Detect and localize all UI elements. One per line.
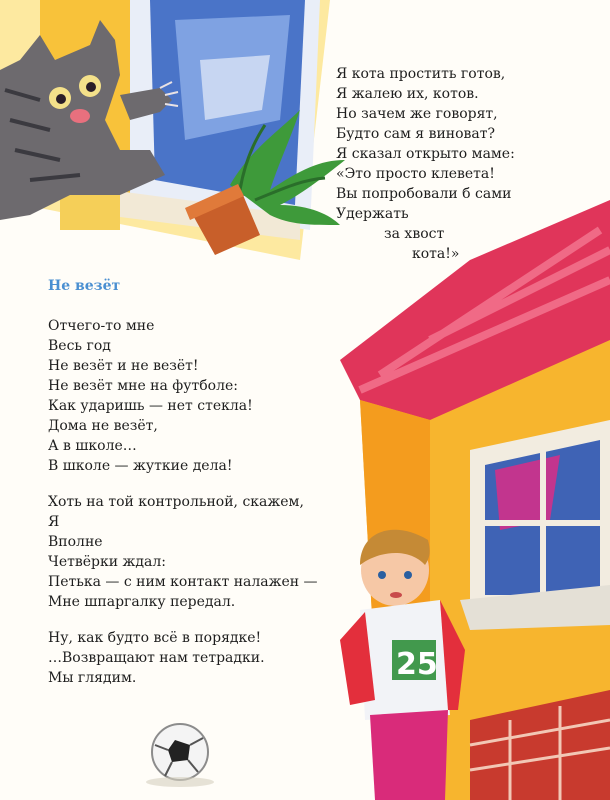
poem-line: Я	[48, 514, 60, 530]
poem-line: Ну, как будто всё в порядке!	[48, 630, 262, 646]
soccer-ball-illustration	[146, 724, 214, 787]
poem-line: Весь год	[48, 338, 111, 354]
poem-line: Не везёт и не везёт!	[48, 358, 199, 374]
poem-line: Хоть на той контрольной, скажем,	[48, 494, 304, 510]
poem-line: за хвост	[384, 226, 445, 242]
poem-line: Будто сам я виноват?	[336, 126, 496, 142]
poem-line: Мне шпаргалку передал.	[48, 594, 236, 610]
poem-line: Мы глядим.	[48, 670, 137, 686]
poem-main	[48, 316, 318, 688]
jersey-number: 25	[396, 647, 438, 682]
poem-line: Я кота простить готов,	[336, 66, 506, 82]
stanza-gap	[48, 612, 318, 628]
poem-line: Дома не везёт,	[48, 418, 158, 434]
poem-line: Я сказал открыто маме:	[336, 146, 515, 162]
poem-line: Удержать	[336, 206, 409, 222]
poem-line: Петька — с ним контакт налажен —	[48, 574, 318, 590]
poem-line: Я жалею их, котов.	[336, 86, 479, 102]
poem-title: Не везёт	[48, 278, 121, 294]
poem-line: Четвёрки ждал:	[48, 554, 166, 570]
stanza-gap	[48, 476, 318, 492]
poem-line: Но зачем же говорят,	[336, 106, 498, 122]
poem-top-stanza	[336, 64, 515, 264]
poem-line: …Возвращают нам тетрадки.	[48, 650, 265, 666]
poem-line: кота!»	[412, 246, 460, 262]
poem-line: Вполне	[48, 534, 103, 550]
poem-line: «Это просто клевета!	[336, 166, 495, 182]
poem-line: Отчего-то мне	[48, 318, 155, 334]
poem-line: Не везёт мне на футболе:	[48, 378, 239, 394]
poem-line: В школе — жуткие дела!	[48, 458, 233, 474]
poem-line: А в школе…	[48, 438, 137, 454]
poem-line: Как ударишь — нет стекла!	[48, 398, 253, 414]
poem-line: Вы попробовали б сами	[336, 186, 512, 202]
